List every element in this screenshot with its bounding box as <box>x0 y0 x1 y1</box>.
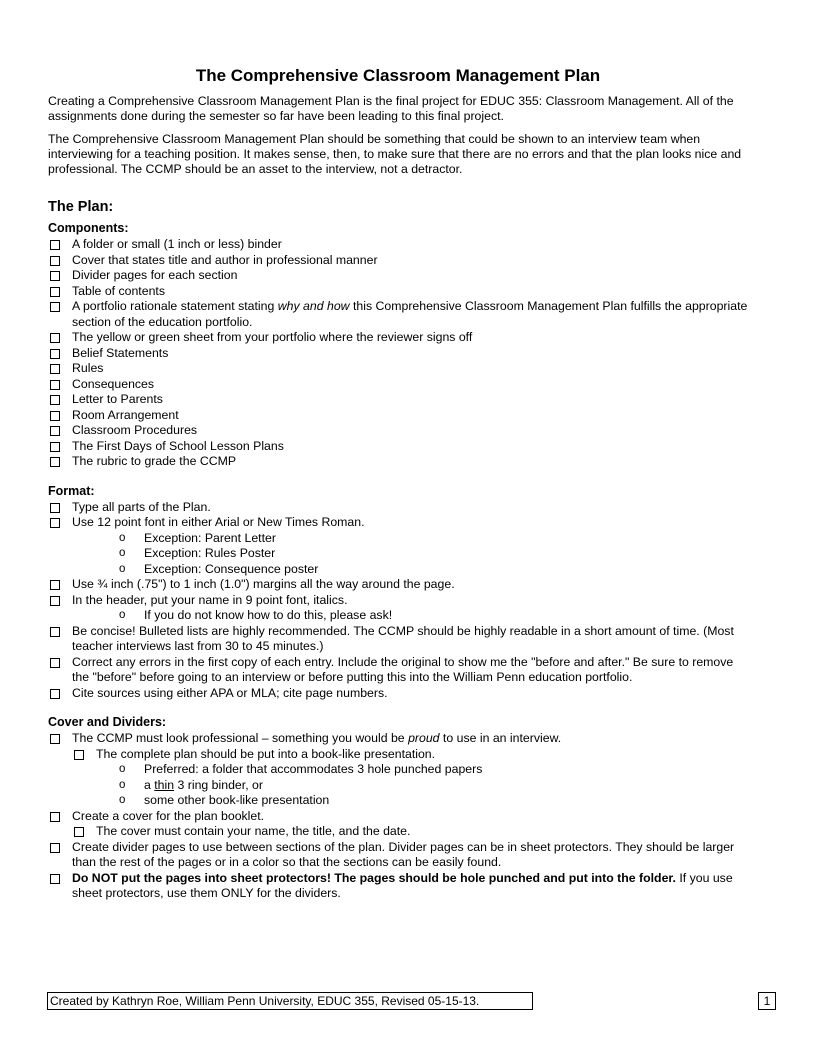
list-item: Rules <box>48 361 748 377</box>
binder-underlined: thin <box>154 777 175 792</box>
list-item: o Exception: Rules Poster <box>48 546 748 562</box>
list-item: Cite sources using either APA or MLA; cite page numbers. <box>48 686 748 702</box>
footer-credit: Created by Kathryn Roe, William Penn University, EDUC 355, Revised 05-15-13. <box>47 992 533 1010</box>
cover-heading: Cover and Dividers: <box>48 715 167 729</box>
list-item <box>48 299 748 330</box>
list-item: Type all parts of the Plan. <box>48 500 748 516</box>
list-item: Cover that states title and author in professional manner <box>48 253 748 269</box>
list-item: The First Days of School Lesson Plans <box>48 439 748 455</box>
rationale-text: A portfolio rationale statement stating <box>72 299 278 313</box>
components-heading: Components: <box>48 221 129 235</box>
binder-text: a <box>144 777 155 792</box>
list-item: Use ¾ inch (.75") to 1 inch (1.0") margins all the way around the page. <box>48 577 748 593</box>
intro-paragraph-1: Creating a Comprehensive Classroom Management Plan is the final project for EDUC 355: Classroom Management. All of the assignments done during the semester so far have been leading to this final project. <box>48 94 734 123</box>
list-item: Create a cover for the plan booklet. <box>48 809 748 825</box>
list-item: In the header, put your name in 9 point font, italics. <box>48 593 748 609</box>
list-item: Use 12 point font in either Arial or New Times Roman. <box>48 515 748 531</box>
plan-heading: The Plan: <box>48 199 114 215</box>
list-item: Room Arrangement <box>48 408 748 424</box>
format-heading: Format: <box>48 483 95 498</box>
professional-text: to use in an interview. <box>439 731 562 745</box>
list-item: o some other book-like presentation <box>48 793 748 809</box>
list-item: Be concise! Bulleted lists are highly recommended. The CCMP should be highly readable in a short amount of time. (Most teacher interviews last from 30 to 45 minutes.) <box>48 624 748 655</box>
donot-bold-text: Do NOT put the pages into sheet protectors! The pages should be hole punched and put into the folder. <box>72 870 676 885</box>
professional-emphasis: proud <box>408 731 440 745</box>
intro-paragraph-2: The Comprehensive Classroom Management Plan should be something that could be shown to an interview team when interviewing for a teaching position. It makes sense, then, to make sure that there are no errors and that the plan looks nice and professional. The CCMP should be an asset to the interview, not a detractor. <box>48 132 742 176</box>
list-item: Belief Statements <box>48 346 748 362</box>
page-number: 1 <box>758 992 776 1010</box>
list-item: o Preferred: a folder that accommodates 3 hole punched papers <box>48 762 748 778</box>
list-item <box>48 731 748 747</box>
list-item: o If you do not know how to do this, please ask! <box>48 608 748 624</box>
binder-text: 3 ring binder, or <box>174 777 263 792</box>
list-item: The complete plan should be put into a book-like presentation. <box>48 747 748 763</box>
list-item: Letter to Parents <box>48 392 748 408</box>
list-item: A folder or small (1 inch or less) binder <box>48 237 748 253</box>
list-item: o Exception: Consequence poster <box>48 562 748 578</box>
document-page <box>48 66 748 902</box>
list-item: Table of contents <box>48 284 748 300</box>
list-item <box>48 871 748 902</box>
format-list <box>48 500 748 702</box>
list-item: Classroom Procedures <box>48 423 748 439</box>
cover-list <box>48 731 748 902</box>
professional-text: The CCMP must look professional – something you would be <box>72 731 409 745</box>
donot-text: If you use sheet protectors, use them ONLY for the dividers. <box>72 870 733 900</box>
list-item: Divider pages for each section <box>48 268 748 284</box>
list-item: Correct any errors in the first copy of each entry. Include the original to show me the "before and after." Be sure to remove the "before" before going to an interview or before putting this into the William Penn education portfolio. <box>48 655 748 686</box>
list-item <box>48 778 748 794</box>
list-item: The yellow or green sheet from your portfolio where the reviewer signs off <box>48 330 748 346</box>
list-item: Create divider pages to use between sections of the plan. Divider pages can be in sheet protectors. They should be larger than the rest of the pages or in a color so that the sections can be easily found. <box>48 840 748 871</box>
list-item: o Exception: Parent Letter <box>48 531 748 547</box>
components-list <box>48 237 748 470</box>
rationale-text: this Comprehensive Classroom Management Plan fulfills the appropriate section of the education portfolio. <box>72 299 748 329</box>
page-title: The Comprehensive Classroom Management Plan <box>195 66 601 85</box>
list-item: The cover must contain your name, the title, and the date. <box>48 824 748 840</box>
list-item: The rubric to grade the CCMP <box>48 454 748 470</box>
list-item: Consequences <box>48 377 748 393</box>
rationale-emphasis: why and how <box>277 299 350 313</box>
